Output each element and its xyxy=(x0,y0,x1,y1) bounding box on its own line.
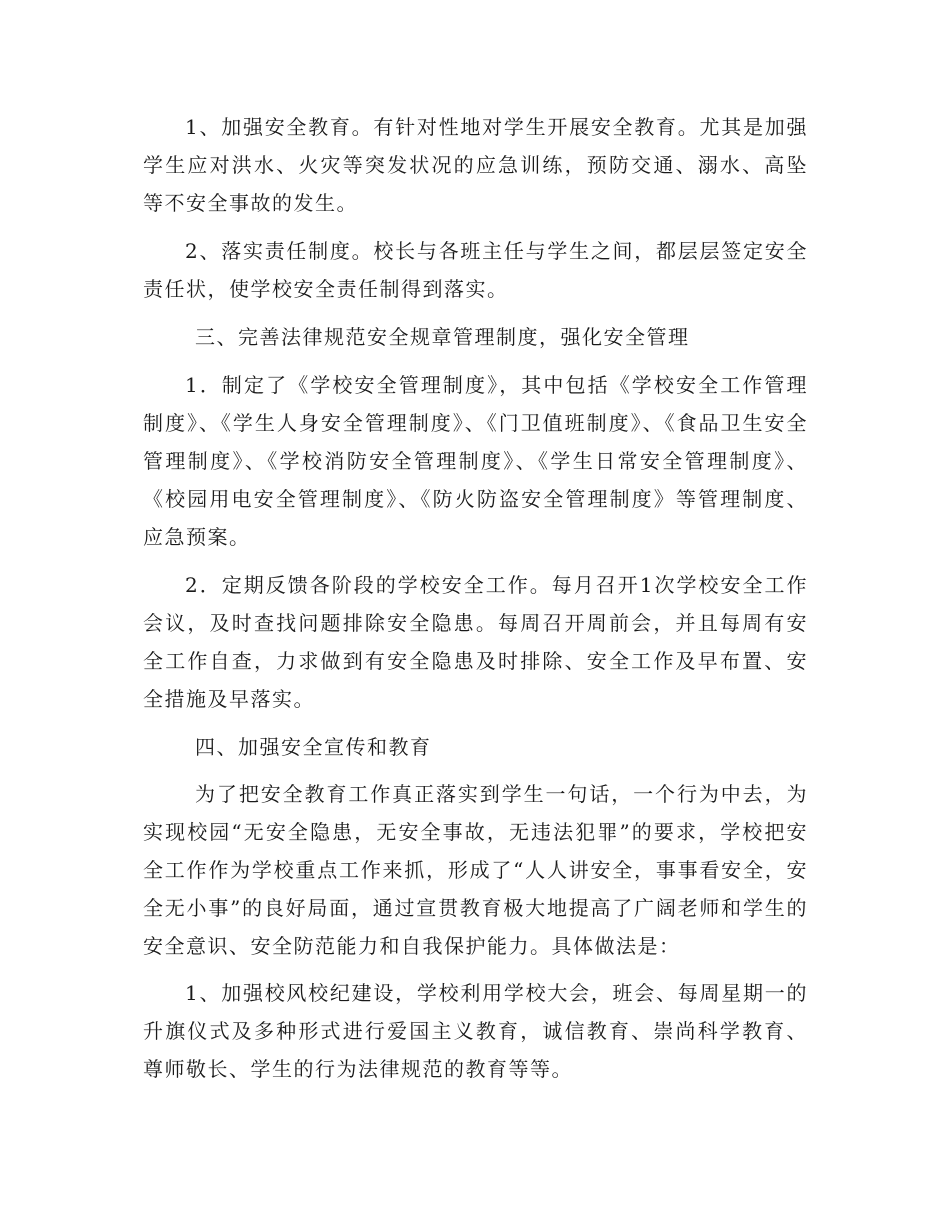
section-heading-three: 三、完善法律规范安全规章管理制度，强化安全管理 xyxy=(195,325,690,349)
section-heading-four: 四、加强安全宣传和教育 xyxy=(195,735,432,759)
paragraph-school-discipline: 1、加强校风校纪建设，学校利用学校大会，班会、每周星期一的升旗仪式及多种形式进行爱国主义教育，诚信教育、崇尚科学教育、尊师敬长、学生的行为法律规范的教育等等。 xyxy=(143,981,808,1081)
paragraph-responsibility-system: 2、落实责任制度。校长与各班主任与学生之间，都层层签定安全责任状，使学校安全责任制得到落实。 xyxy=(143,239,808,301)
document-page xyxy=(143,108,808,1088)
paragraph-publicity-education: 为了把安全教育工作真正落实到学生一句话，一个行为中去，为实现校园“无安全隐患，无安全事故，无违法犯罪”的要求，学校把安全工作作为学校重点工作来抓，形成了“人人讲安全，事事看安全，安全无小事”的良好局面，通过宣贯教育极大地提高了广阔老师和学生的安全意识、安全防范能力和自我保护能力。具体做法是： xyxy=(143,782,808,958)
paragraph-management-rules: 1．制定了《学校安全管理制度》，其中包括《学校安全工作管理制度》、《学生人身安全管理制度》、《门卫值班制度》、《食品卫生安全管理制度》、《学校消防安全管理制度》、《学生日常安全管理制度》、《校园用电安全管理制度》、《防火防盗安全管理制度》等管理制度、应急预案。 xyxy=(143,373,808,549)
paragraph-safety-education: 1、加强安全教育。有针对性地对学生开展安全教育。尤其是加强学生应对洪水、火灾等突发状况的应急训练，预防交通、溺水、高坠等不安全事故的发生。 xyxy=(143,115,808,215)
paragraph-regular-feedback: 2．定期反馈各阶段的学校安全工作。每月召开1次学校安全工作会议，及时查找问题排除安全隐患。每周召开周前会，并且每周有安全工作自查，力求做到有安全隐患及时排除、安全工作及早布置、安全措施及早落实。 xyxy=(143,573,808,711)
